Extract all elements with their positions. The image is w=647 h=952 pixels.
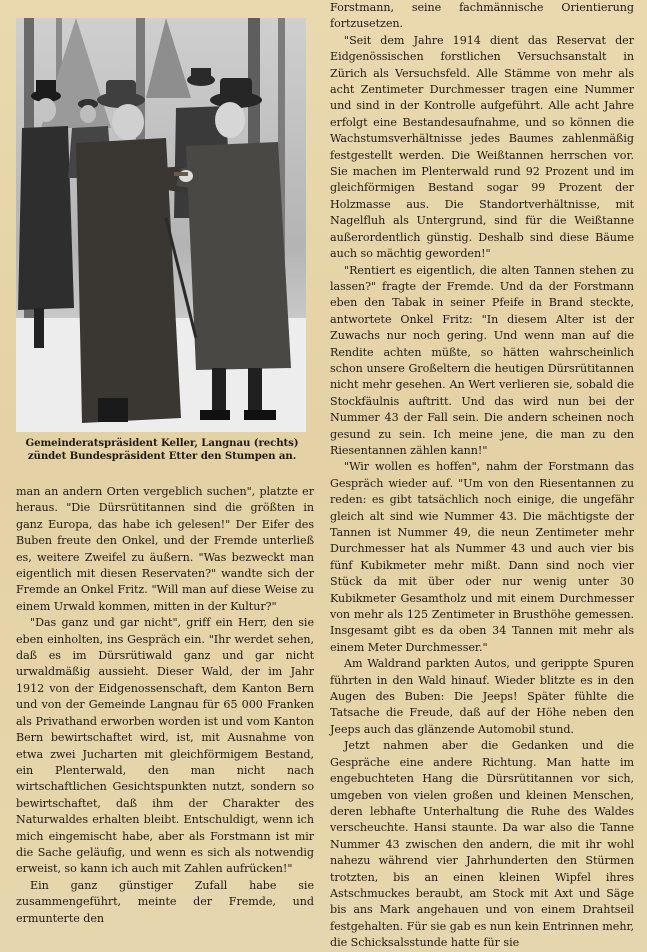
paragraph: "Wir wollen es hoffen", nahm der Forstmann das Gespräch wieder auf. "Um von den Riesentannen zu reden: es gibt tatsächlich noch einige, die ungefähr gleich alt sind wie Nummer 43. Die mächtigste der Tannen ist Nummer 49, die neun Zentimeter mehr Durchmesser hat als Nummer 43 und auch vier bis fünf Kubikmeter mehr mißt. Dann sind noch vier Stück da mit über oder nur wenig unter 30 Kubikmeter Gesamtholz und mit einem Durchmesser von mehr als 125 Zentimeter in Brusthöhe gemessen. Insgesamt gibt es da oben 34 Tannen mit mehr als einem Meter Durchmesser." (330, 460, 634, 654)
paragraph: "Seit dem Jahre 1914 dient das Reservat der Eidgenössischen forstlichen Versuchsanstalt in Zürich als Versuchsfeld. Alle Stämme von mehr als acht Zentimeter Durchmesser tragen eine Nummer und sind in der Kontrolle aufgeführt. Alle acht Jahre erfolgt eine Bestandesaufnahme, und so können die Wachstumsverhältnisse jedes Baumes zahlenmäßig festgestellt werden. Die Weißtannen herrschen vor. Sie machen im Plenterwald rund 92 Prozent und im gleichförmigen Bestand sogar 99 Prozent der Holzmasse aus. Die Standortverhältnisse, mit Nagelfluh als Untergrund, sind für die Weißtanne außerordentlich günstig. Deshalb sind diese Bäume auch so mächtig geworden!" (330, 33, 634, 261)
text-column-right (330, 0, 634, 952)
paragraph: "Rentiert es eigentlich, die alten Tannen stehen zu lassen?" fragte der Fremde. Und da der Forstmann eben den Tabak in seiner Pfeife in Brand steckte, antwortete Onkel Fritz: "In diesem Alter ist der Zuwachs nur noch gering. Und wenn man auf die Rendite achten müßte, so hätten wahrscheinlich schon unsere Großeltern die heutigen Dürsrütitannen nicht mehr gesehen. An Wert verlieren sie, sobald die Stockfäulnis auftritt. Und das wird nun bei der Nummer 43 der Fall sein. Die andern scheinen noch gesund zu sein. Ich meine jene, die man zu den Riesentannen zählen kann!" (330, 263, 634, 457)
paragraph: Jetzt nahmen aber die Gedanken und die Gespräche eine andere Richtung. Man hatte im engebuchteten Hang die Dürsrütitannen vor sich, umgeben von vielen großen und kleinen Menschen, deren lebhafte Unterhaltung die Ruhe des Waldes verscheuchte. Hansi staunte. Da war also die Tanne Nummer 43 zwischen den andern, die mit ihr wohl nahezu während vier Jahrhunderten den Stürmen trotzten, bis an einen kleinen Wipfel ihres Astschmuckes beraubt, am Stock mit Axt und Säge bis ans Mark angehauen und von einem Drahtseil festgehalten. Für sie gab es nun kein Entrinnen mehr, die Schicksalsstunde hatte für sie (330, 739, 634, 950)
paragraph: Ein ganz günstiger Zufall habe sie zusammengeführt, meinte der Fremde, und ermunterte den (16, 878, 314, 925)
paragraph: man an andern Orten vergeblich suchen", platzte er heraus. "Die Dürsrütitannen sind die größten in ganz Europa, das habe ich gelesen!" Der Eifer des Buben freute den Onkel, und der Fremde unterließ es, weitere Zweifel zu äußern. "Was bezweckt man eigentlich mit diesen Reservaten?" wandte sich der Fremde an Onkel Fritz. "Will man auf diese Weise zu einem Urwald kommen, mitten in der Kultur?" (16, 485, 314, 613)
photo-men-in-snowy-forest-illustration (16, 18, 306, 432)
text-column-left (16, 484, 314, 927)
paragraph: Am Waldrand parkten Autos, und gerippte Spuren führten in den Wald hinauf. Wieder blitzte es in den Augen des Buben: Die Jeeps! Später fühlte die Tatsache die Freude, daß auf der Höhe neben den Jeeps auch das glänzende Automobil stund. (330, 657, 634, 736)
photo-caption: Gemeinderatspräsident Keller, Langnau (rechts) zündet Bundespräsident Etter den Stumpen an. (25, 437, 299, 462)
photograph (16, 18, 306, 432)
paragraph: "Das ganz und gar nicht", griff ein Herr, den sie eben einholten, ins Gespräch ein. "Ihr werdet sehen, daß es im Dürsrütiwald ganz und gar nicht urwaldmäßig aussieht. Dieser Wald, der im Jahr 1912 von der Eidgenossenschaft, dem Kanton Bern und von der Gemeinde Langnau für 65 000 Franken als Privathand erworben worden ist und vom Kanton Bern bewirtschaftet wird, ist, mit Ausnahme von etwa zwei Jucharten mit gleichförmigem Bestand, ein Plenterwald, den man nicht nach wirtschaftlichen Gesichtspunkten nutzt, sondern so bewirtschaftet, daß ihm der Charakter des Naturwaldes erhalten bleibt. Entschuldigt, wenn ich mich eingemischt habe, aber als Forstmann ist mir die Sache geläufig, und wenn es sich als notwendig erweist, so kann ich auch mit Zahlen aufrücken!" (16, 616, 314, 876)
paragraph: Forstmann, seine fachmännische Orientierung fortzusetzen. (330, 1, 634, 31)
